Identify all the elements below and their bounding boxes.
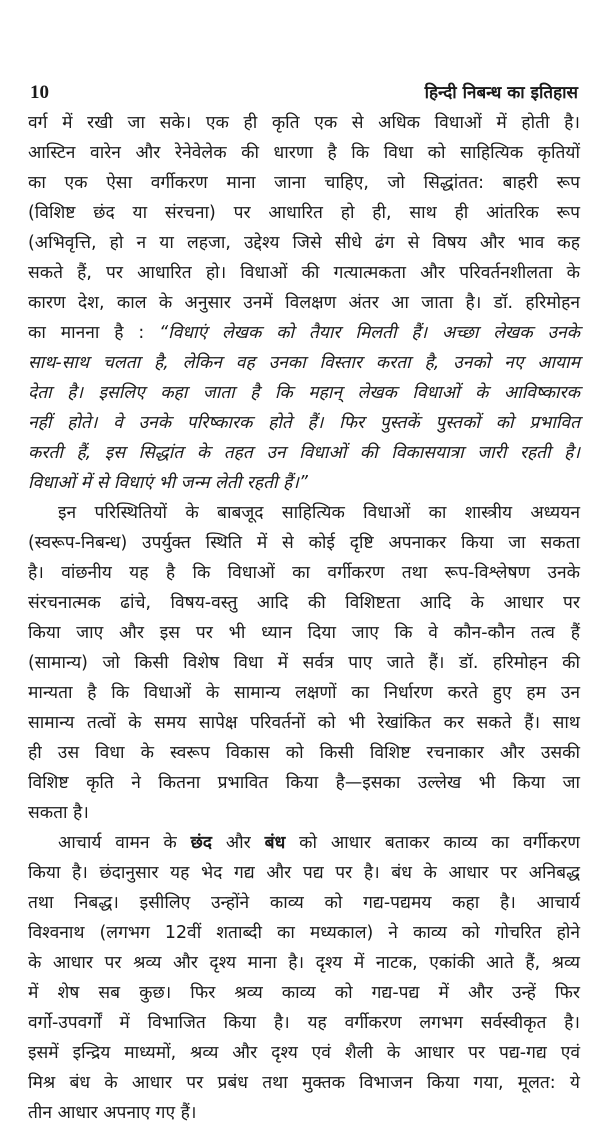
text-line: (अभिवृत्ति, हो न या लहजा, उद्देश्य जिसे सीधे ढंग से विषय और भाव कह	[28, 233, 580, 253]
bold-term-chhand: छंद	[190, 833, 213, 853]
text-line: के आधार पर श्रव्य और दृश्य माना है। दृश्य में नाटक, एकांकी आते हैं, श्रव्य	[28, 953, 580, 973]
text-line: वर्गो-उपवर्गों में विभाजित किया है। यह वर्गीकरण लगभग सर्वस्वीकृत है।	[28, 1013, 580, 1033]
quote-text: “विधाएं लेखक को तैयार मिलती हैं। अच्छा लेखक उनके	[159, 323, 580, 343]
text-line: किया है। छंदानुसार यह भेद गद्य और पद्य पर है। बंध के आधार पर अनिबद्ध	[28, 863, 580, 883]
text-line: मान्यता है कि विधाओं के सामान्य लक्षणों का निर्धारण करते हुए हम उन	[28, 683, 580, 703]
text-line: विशिष्ट कृति ने कितना प्रभावित किया है—इसका उल्लेख भी किया जा	[28, 773, 580, 793]
text-line: आस्टिन वारेन और रेनेवेलेक की धारणा है कि विधा को साहित्यिक कृतियों	[28, 143, 580, 163]
text-line: इन परिस्थितियों के बाबजूद साहित्यिक विधाओं का शास्त्रीय अध्ययन	[58, 503, 580, 523]
text-run: और	[212, 833, 265, 853]
text-line: तथा निबद्ध। इसीलिए उन्होंने काव्य को गद्य-पद्यमय कहा है। आचार्य	[28, 893, 580, 913]
quote-line: विधाओं में से विधाएं भी जन्म लेती रहती हैं।”	[28, 473, 308, 493]
text-line: में शेष सब कुछ। फिर श्रव्य काव्य को गद्य-पद्य में और उन्हें फिर	[28, 983, 580, 1003]
text-line: ही उस विधा के स्वरूप विकास को किसी विशिष्ट रचनाकार और उसकी	[28, 743, 580, 763]
paragraph-3	[28, 828, 580, 1128]
text-line: (विशिष्ट छंद या संरचना) पर आधारित हो ही, साथ ही आंतरिक रूप	[28, 203, 580, 223]
quote-line: करती हैं, इस सिद्धांत के तहत उन विधाओं की विकासयात्रा जारी रहती है।	[28, 443, 580, 463]
text-line	[28, 828, 580, 858]
paragraph-2	[28, 498, 580, 828]
text-line: मिश्र बंध के आधार पर प्रबंध तथा मुक्तक विभाजन किया गया, मूलत: ये	[28, 1073, 580, 1093]
text-run: आचार्य वामन के	[58, 833, 191, 853]
page-header	[30, 80, 578, 104]
text-line: इसमें इन्द्रिय माध्यमों, श्रव्य और दृश्य एवं शैली के आधार पर पद्य-गद्य एवं	[28, 1043, 580, 1063]
text-line: (सामान्य) जो किसी विशेष विधा में सर्वत्र पाए जाते हैं। डॉ. हरिमोहन की	[28, 653, 580, 673]
page-number: 10	[30, 82, 49, 103]
text-line: (स्वरूप-निबन्ध) उपर्युक्त स्थिति में से कोई दृष्टि अपनाकर किया जा सकता	[28, 533, 580, 553]
page-body	[28, 108, 580, 1128]
text-line: किया जाए और इस पर भी ध्यान दिया जाए कि वे कौन-कौन तत्व हैं	[28, 623, 580, 643]
text-line: सामान्य तत्वों के समय सापेक्ष परिवर्तनों को भी रेखांकित कर सकते हैं। साथ	[28, 713, 580, 733]
text-line	[28, 318, 580, 348]
text-line: सकता है।	[28, 803, 89, 823]
text-line: का एक ऐसा वर्गीकरण माना जाना चाहिए, जो सिद्धांतत: बाहरी रूप	[28, 173, 580, 193]
text-line: सकते हैं, पर आधारित हो। विधाओं की गत्यात्मकता और परिवर्तनशीलता के	[28, 263, 580, 283]
quote-line: नहीं होते। वे उनके परिष्कारक होते हैं। फिर पुस्तकें पुस्तकों को प्रभावित	[28, 413, 580, 433]
text-line: वर्ग में रखी जा सके। एक ही कृति एक से अधिक विधाओं में होती है।	[28, 113, 580, 133]
quote-intro: का मानना है :	[28, 323, 160, 343]
text-line: संरचनात्मक ढांचे, विषय-वस्तु आदि की विशिष्टता आदि के आधार पर	[28, 593, 580, 613]
bold-term-bandh: बंध	[264, 833, 286, 853]
running-title: हिन्दी निबन्ध का इतिहास	[424, 83, 578, 103]
paragraph-1	[28, 108, 580, 498]
text-line: तीन आधार अपनाए गए हैं।	[28, 1103, 197, 1123]
quote-line: साथ-साथ चलता है, लेकिन वह उनका विस्तार करता है, उनको नए आयाम	[28, 353, 580, 373]
text-run: को आधार बताकर काव्य का वर्गीकरण	[285, 833, 580, 853]
text-line: कारण देश, काल के अनुसार उनमें विलक्षण अंतर आ जाता है। डॉ. हरिमोहन	[28, 293, 580, 313]
text-line: है। वांछनीय यह है कि विधाओं का वर्गीकरण तथा रूप-विश्लेषण उनके	[28, 563, 580, 583]
text-line: विश्वनाथ (लगभग 12वीं शताब्दी का मध्यकाल) ने काव्य को गोचरित होने	[28, 923, 580, 943]
quote-line: देता है। इसलिए कहा जाता है कि महान् लेखक विधाओं के आविष्कारक	[28, 383, 580, 403]
